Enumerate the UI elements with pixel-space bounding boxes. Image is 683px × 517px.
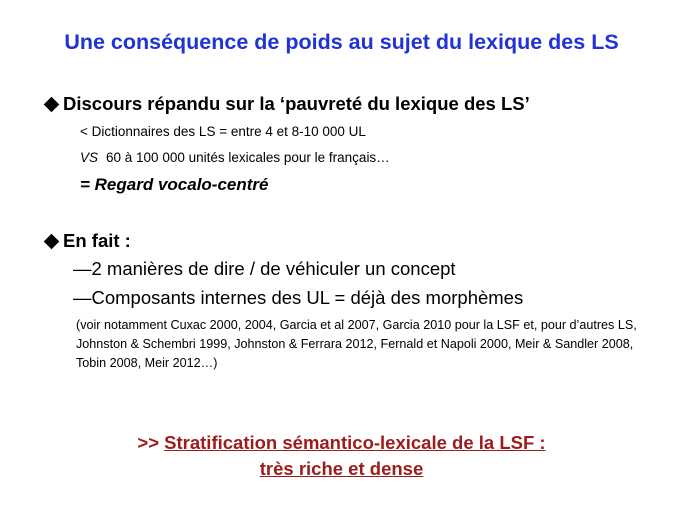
- bullet-en-fait: [44, 230, 131, 252]
- conclusion-line-1: [0, 430, 683, 456]
- vs-label: VS: [80, 150, 99, 165]
- vs-text: 60 à 100 000 unités lexicales pour le français…: [106, 150, 390, 165]
- dictionnaires-line: < Dictionnaires des LS = entre 4 et 8-10 000 UL: [80, 124, 366, 139]
- conclusion-text-2: très riche et dense: [259, 458, 424, 479]
- diamond-bullet-icon: [44, 96, 60, 112]
- bullet-en-fait-text: En fait :: [63, 230, 131, 251]
- conclusion-line-2: [0, 456, 683, 482]
- diamond-bullet-icon: [44, 233, 60, 249]
- bullet-discours-text: Discours répandu sur la ‘pauvreté du lexique des LS’: [63, 93, 530, 114]
- vs-line: [80, 150, 390, 165]
- conclusion-prefix: >>: [137, 432, 160, 453]
- conclusion-text-1: Stratification sémantico-lexicale de la LSF :: [164, 432, 546, 453]
- dash-item-composants: —Composants internes des UL = déjà des morphèmes: [73, 287, 524, 308]
- slide-title: Une conséquence de poids au sujet du lexique des LS: [64, 30, 619, 54]
- regard-line: = Regard vocalo-centré: [80, 175, 269, 194]
- bullet-discours: [44, 93, 530, 115]
- dash-item-manieres: —2 manières de dire / de véhiculer un concept: [73, 258, 456, 279]
- references-text: (voir notamment Cuxac 2000, 2004, Garcia et al 2007, Garcia 2010 pour la LSF et, pour d’autres LS, Johnston & Schembri 1999, Johnston & Ferrara 2012, Fernald et Napoli 2000, Meir & Sandler 2008, Tobin 2008, Meir 2012…): [76, 318, 637, 370]
- conclusion: [0, 430, 683, 482]
